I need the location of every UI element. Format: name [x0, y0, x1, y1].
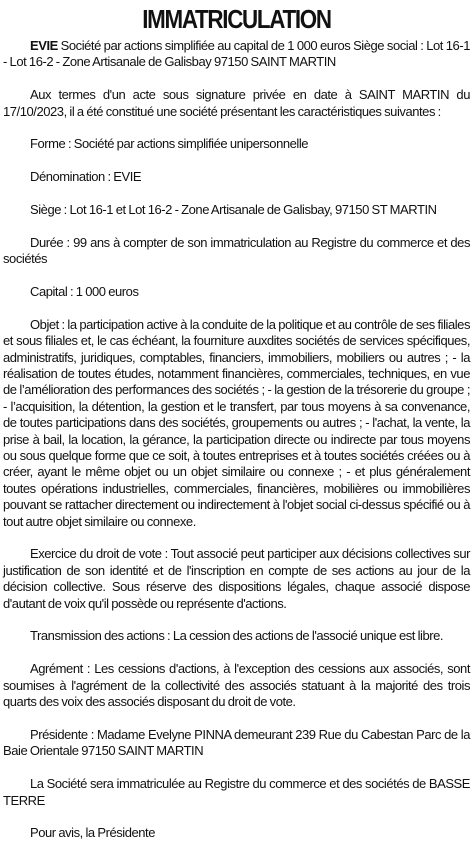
transmission-line: Transmission des actions : La cession des actions de l'associé unique est libre. [30, 628, 444, 644]
constitution-paragraph: Aux termes d'un acte sous signature privée en date à SAINT MARTIN du 17/10/2023, il a été constitué une société présentant les caractéristiques suivantes : [3, 87, 470, 119]
intro-text: Société par actions simplifiée au capital de 1 000 euros Siège social : Lot 16-1 - Lot 16-2 - Zone Artisanale de Galisbay 97150 SAINT MARTIN [3, 38, 470, 70]
siege-line: Siège : Lot 16-1 et Lot 16-2 - Zone Artisanale de Galisbay, 97150 ST MARTIN [30, 202, 437, 217]
forme-line: Forme : Société par actions simplifiée unipersonnelle [30, 136, 309, 152]
objet-paragraph: Objet : la participation active à la conduite de la politique et au contrôle de ses filiales et sous filiales et, le cas échéant, la fourniture auxdites sociétés de services spécifiques, administratifs, juridiques, comptables, financiers, immobiliers, mobiliers ou autres ; - la réalisation de toutes études, notamment financières, commerciales, techniques, en vue de l’amélioration des performances des sociétés ; - la gestion de la trésorerie du groupe ; - l’acquisition, la détention, la gestion et le transfert, par tous moyens à sa convenance, de toutes participations dans des sociétés, groupements ou autres ; - l'achat, la vente, la prise à bail, la location, la gérance, la participation directe ou indirecte par tous moyens ou sous quelque forme que ce soit, à toutes entreprises et à toutes sociétés créées ou à créer, ayant le même objet ou un objet similaire ou connexe ; - et plus généralement toutes opérations industrielles, commerciales, financières, mobilières ou immobilières pouvant se rattacher directement ou indirectement à l'objet social ci-dessus spécifié ou à tout autre objet similaire ou connexe. [3, 316, 470, 529]
notice-body [3, 38, 470, 842]
immatriculation-paragraph: La Société sera immatriculée au Registre du commerce et des sociétés de BASSE TERRE [3, 776, 470, 808]
duree-paragraph: Durée : 99 ans à compter de son immatriculation au Registre du commerce et des sociétés [3, 234, 470, 267]
intro-paragraph [3, 38, 470, 71]
agrement-paragraph: Agrément : Les cessions d'actions, à l'exception des cessions aux associés, sont soumises à l'agrément de la collectivité des associés statuant à la majorité des trois quarts des voix des associés disposant du droit de vote. [3, 661, 470, 710]
capital-line: Capital : 1 000 euros [30, 284, 139, 299]
notice-title: IMMATRICULATION [142, 4, 331, 34]
vote-paragraph: Exercice du droit de vote : Tout associé peut participer aux décisions collectives sur justification de son identité et de l'inscription en compte de ses actions au jour de la décision collective. Sous réserve des dispositions légales, chaque associé dispose d'autant de voix qu'il possède ou représente d'actions. [3, 546, 470, 611]
company-name: EVIE [30, 38, 58, 53]
presidente-paragraph: Présidente : Madame Evelyne PINNA demeurant 239 Rue du Cabestan Parc de la Baie Orientale 97150 SAINT MARTIN [3, 726, 470, 759]
closing-line: Pour avis, la Présidente [30, 825, 155, 841]
denomination-line: Dénomination : EVIE [30, 169, 142, 185]
